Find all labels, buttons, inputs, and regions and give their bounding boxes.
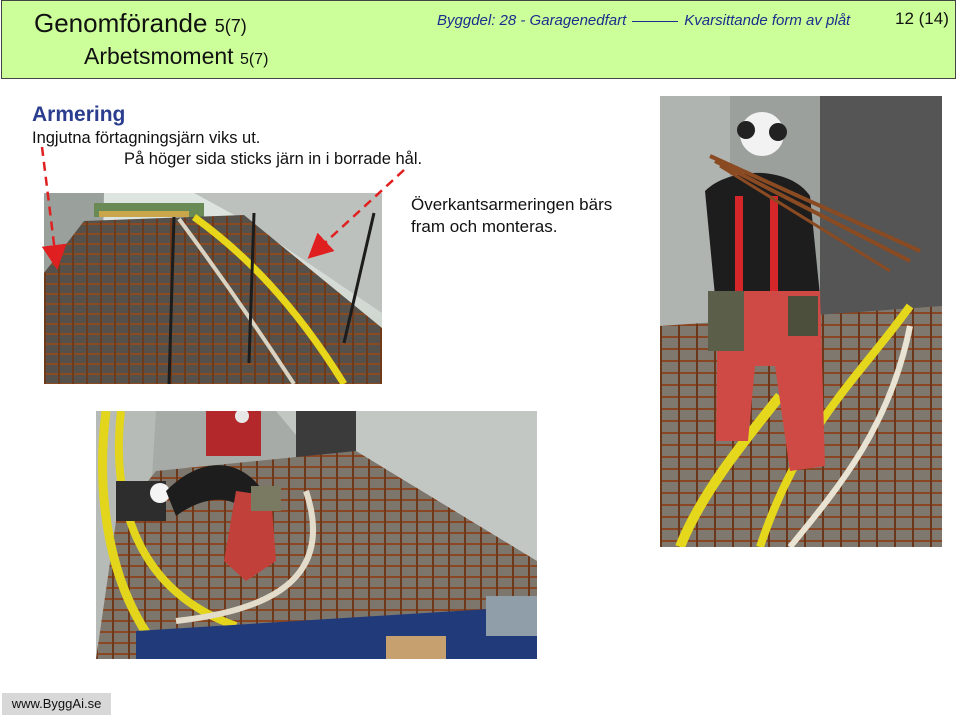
slide-subtitle-text: Arbetsmoment [84, 43, 234, 69]
slide-subtitle-fraction: 5(7) [239, 51, 269, 68]
photo-worker-carrying-rebar [660, 96, 942, 547]
photo-rebar-mesh [44, 193, 382, 384]
description-line-2: På höger sida sticks järn in i borrade hål. [124, 150, 423, 168]
byggdel-text: Byggdel: 28 - Garagenedfart [437, 12, 627, 29]
slide-title-fraction: 5(7) [214, 16, 247, 36]
photo-caption-line-2: fram och monteras. [411, 217, 558, 236]
photo-workers-tunnel [96, 411, 537, 659]
slide-title-text: Genomförande [34, 8, 208, 38]
dash-separator [632, 21, 678, 22]
footer-site-badge[interactable]: www.ByggAi.se [2, 693, 111, 715]
slide-header [1, 0, 956, 79]
slide-subtitle [84, 43, 268, 70]
description-line-1: Ingjutna förtagningsjärn viks ut. [32, 129, 261, 147]
topic-text: Kvarsittande form av plåt [684, 12, 851, 29]
page-number: 12 (14) [895, 9, 949, 28]
photo-caption [411, 194, 612, 238]
photo-caption-line-1: Överkantsarmeringen bärs [411, 195, 613, 214]
section-heading: Armering [32, 103, 126, 126]
slide-title [34, 8, 247, 39]
byggdel-line [437, 12, 850, 29]
